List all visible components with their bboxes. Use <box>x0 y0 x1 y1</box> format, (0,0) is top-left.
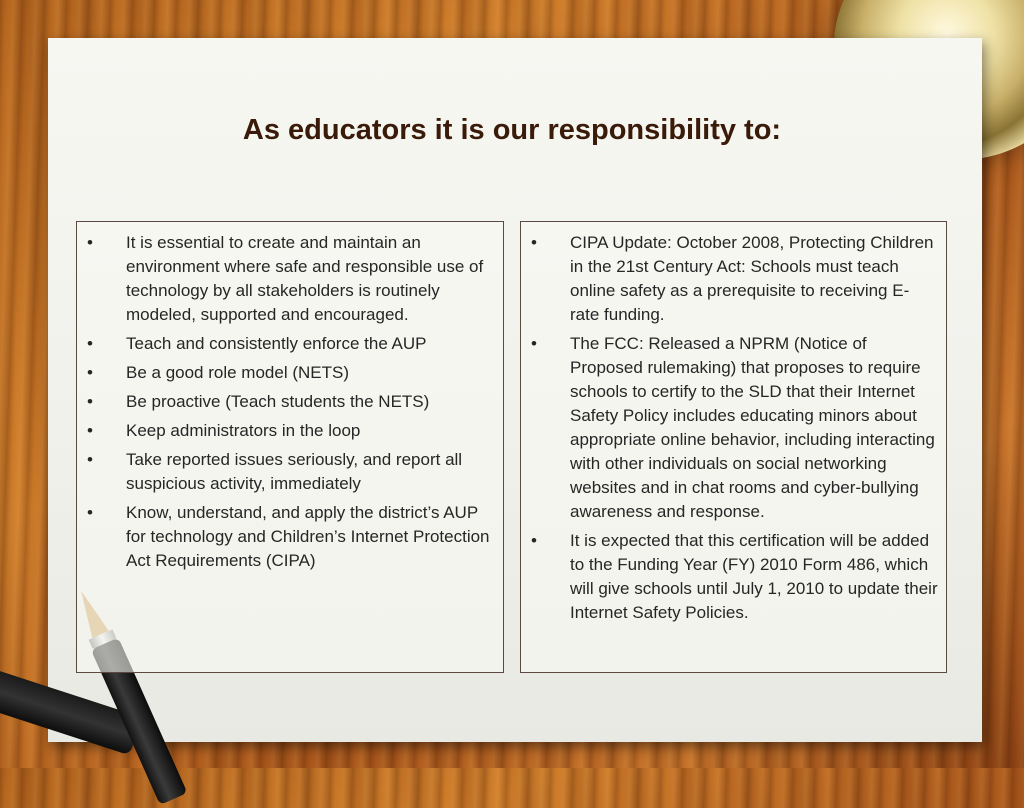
list-item <box>531 529 938 625</box>
bullet-icon: • <box>87 450 93 469</box>
list-item <box>87 448 495 496</box>
left-bullet-list <box>77 222 503 573</box>
bullet-icon: • <box>87 392 93 411</box>
slide-title: As educators it is our responsibility to: <box>242 114 782 146</box>
bullet-icon: • <box>87 233 93 252</box>
bullet-icon: • <box>87 363 93 382</box>
right-content-box <box>520 221 947 673</box>
list-item <box>87 419 495 443</box>
list-item-text: Teach and consistently enforce the AUP <box>126 334 427 353</box>
list-item-text: Be proactive (Teach students the NETS) <box>126 392 430 411</box>
list-item <box>87 332 495 356</box>
bullet-icon: • <box>87 421 93 440</box>
list-item <box>87 390 495 414</box>
list-item-text: It is essential to create and maintain an environment where safe and responsible use of technology by all stakeholders is routinely modeled, supported and encouraged. <box>126 233 484 324</box>
list-item <box>87 361 495 385</box>
bullet-icon: • <box>87 334 93 353</box>
list-item <box>87 501 495 573</box>
bullet-icon: • <box>531 334 537 353</box>
bullet-icon: • <box>531 531 537 550</box>
list-item <box>531 231 938 327</box>
list-item <box>531 332 938 524</box>
list-item-text: It is expected that this certification will be added to the Funding Year (FY) 2010 Form 486, which will give schools until July 1, 2010 to update their Internet Safety Policies. <box>570 531 938 622</box>
bullet-icon: • <box>87 503 93 522</box>
bullet-icon: • <box>531 233 537 252</box>
list-item-text: Be a good role model (NETS) <box>126 363 349 382</box>
list-item-text: Take reported issues seriously, and report all suspicious activity, immediately <box>126 450 463 493</box>
list-item <box>87 231 495 327</box>
list-item-text: Know, understand, and apply the district’s AUP for technology and Children’s Internet Protection Act Requirements (CIPA) <box>126 503 490 570</box>
list-item-text: Keep administrators in the loop <box>126 421 361 440</box>
list-item-text: The FCC: Released a NPRM (Notice of Proposed rulemaking) that proposes to require schools to certify to the SLD that their Internet Safety Policy includes educating minors about appropriate online behavior, including interacting with other individuals on social networking websites and in chat rooms and cyber-bullying awareness and response. <box>570 334 935 521</box>
right-bullet-list <box>521 222 946 625</box>
list-item-text: CIPA Update: October 2008, Protecting Children in the 21st Century Act: Schools must teach online safety as a prerequisite to receiving E-rate funding. <box>570 233 934 324</box>
left-content-box <box>76 221 504 673</box>
